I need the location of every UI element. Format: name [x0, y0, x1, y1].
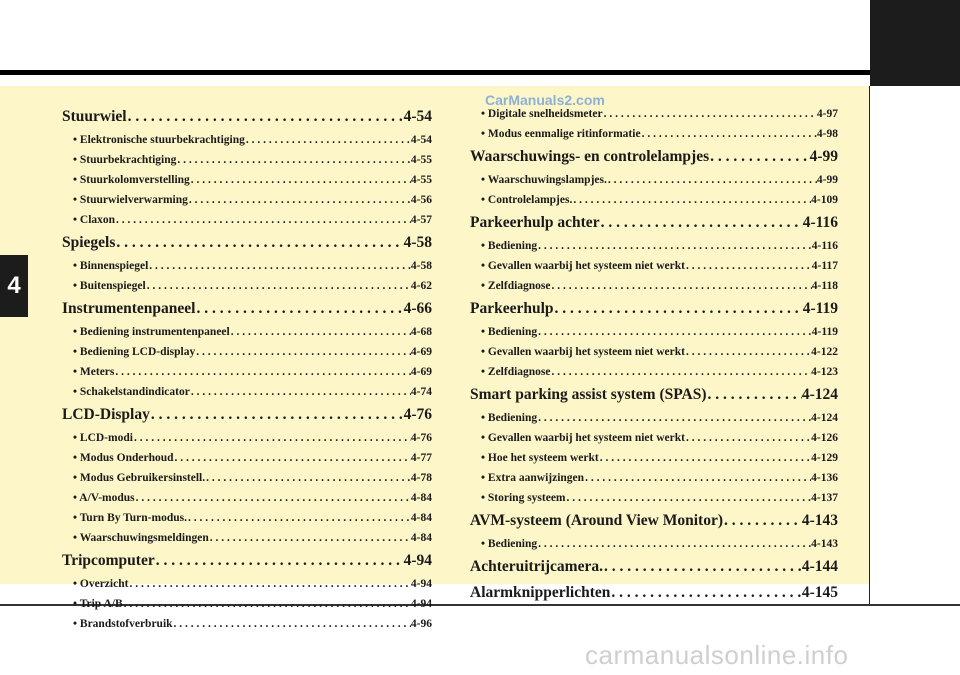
toc-page-number: 4-84 — [410, 512, 432, 524]
toc-page-number: 4-144 — [801, 558, 838, 575]
toc-dot-leader — [537, 408, 811, 428]
toc-entry-title: Spiegels — [62, 234, 116, 251]
toc-subsection-entry[interactable] — [62, 574, 432, 594]
toc-page-number: 4-99 — [809, 148, 838, 165]
toc-page-number: 4-99 — [816, 174, 838, 186]
toc-page-number: 4-58 — [410, 260, 432, 272]
side-rule — [869, 86, 870, 604]
toc-entry-title: • Gevallen waarbij het systeem niet werkt — [481, 346, 685, 358]
toc-entry-title: • Bediening instrumentenpaneel — [73, 326, 230, 338]
toc-entry-title: Alarmknipperlichten — [470, 584, 611, 601]
toc-subsection-entry[interactable] — [470, 408, 838, 428]
toc-left-column — [62, 104, 432, 634]
toc-page-number: 4-94 — [410, 578, 432, 590]
toc-section-entry[interactable] — [62, 104, 432, 130]
toc-dot-leader — [150, 402, 404, 428]
toc-entry-title: • Stuurwielverwarming — [73, 194, 188, 206]
toc-dot-leader — [551, 276, 812, 296]
toc-page-number: 4-126 — [811, 432, 838, 444]
toc-dot-leader — [641, 124, 817, 144]
toc-entry-title: • Digitale snelheidsmeter — [481, 108, 603, 120]
toc-entry-title: • Turn By Turn-modus. — [73, 512, 187, 524]
toc-section-entry[interactable] — [62, 402, 432, 428]
toc-entry-title: • Stuurbekrachtiging — [73, 154, 177, 166]
toc-dot-leader — [603, 554, 802, 580]
toc-entry-title: • Gevallen waarbij het systeem niet werkt — [481, 432, 685, 444]
toc-page-number: 4-136 — [811, 472, 838, 484]
toc-entry-title: • LCD-modi — [73, 432, 133, 444]
toc-section-entry[interactable] — [470, 144, 838, 170]
toc-entry-title: Parkeerhulp achter — [470, 214, 600, 231]
toc-page-number: 4-119 — [802, 300, 838, 317]
toc-subsection-entry[interactable] — [470, 534, 838, 554]
toc-subsection-entry[interactable] — [470, 342, 838, 362]
toc-page-number: 4-117 — [811, 260, 838, 272]
toc-page-number: 4-62 — [410, 280, 432, 292]
toc-page-number: 4-69 — [410, 346, 432, 358]
toc-subsection-entry[interactable] — [62, 468, 432, 488]
toc-page-number: 4-124 — [801, 386, 838, 403]
toc-page-number: 4-68 — [410, 326, 432, 338]
toc-dot-leader — [187, 508, 411, 528]
toc-entry-title: • Elektronische stuurbekrachtiging — [73, 134, 245, 146]
toc-page-number: 4-145 — [801, 584, 838, 601]
toc-dot-leader — [176, 150, 411, 170]
toc-entry-title: • Schakelstandindicator — [73, 386, 190, 398]
toc-entry-title: Waarschuwings- en controlelampjes — [470, 148, 710, 165]
toc-entry-title: Achteruitrijcamera. — [470, 558, 603, 575]
toc-subsection-entry[interactable] — [470, 124, 838, 144]
toc-page-number: 4-58 — [403, 234, 432, 251]
toc-page-number: 4-124 — [811, 412, 838, 424]
toc-page-number: 4-54 — [403, 108, 432, 125]
toc-entry-title: • Binnenspiegel — [73, 260, 149, 272]
toc-dot-leader — [148, 256, 411, 276]
toc-dot-leader — [195, 342, 411, 362]
toc-section-entry[interactable] — [470, 554, 838, 580]
toc-subsection-entry[interactable] — [62, 528, 432, 548]
toc-page-number: 4-74 — [410, 386, 432, 398]
toc-entry-title: LCD-Display — [62, 406, 150, 423]
toc-page-number: 4-96 — [410, 618, 432, 630]
toc-section-entry[interactable] — [470, 508, 838, 534]
toc-page-number: 4-109 — [811, 194, 838, 206]
toc-page-number: 4-84 — [410, 492, 432, 504]
toc-subsection-entry[interactable] — [470, 236, 838, 256]
toc-dot-leader — [685, 256, 812, 276]
toc-subsection-entry[interactable] — [470, 468, 838, 488]
toc-page-number: 4-97 — [816, 108, 838, 120]
toc-dot-leader — [566, 488, 812, 508]
toc-subsection-entry[interactable] — [62, 594, 432, 614]
toc-dot-leader — [599, 448, 811, 468]
toc-page-number: 4-137 — [811, 492, 838, 504]
toc-subsection-entry[interactable] — [470, 448, 838, 468]
toc-page-number: 4-76 — [410, 432, 432, 444]
toc-dot-leader — [584, 468, 811, 488]
corner-tab-block — [870, 0, 960, 86]
toc-entry-title: • Zelfdiagnose — [481, 280, 551, 292]
toc-entry-title: • Controlelampjes. — [481, 194, 573, 206]
toc-subsection-entry[interactable] — [470, 104, 838, 124]
toc-section-entry[interactable] — [62, 296, 432, 322]
toc-dot-leader — [128, 574, 410, 594]
toc-subsection-entry[interactable] — [470, 488, 838, 508]
watermark-top: CarManuals2.com — [485, 92, 605, 108]
toc-entry-title: • A/V-modus — [73, 492, 135, 504]
toc-entry-title: Smart parking assist system (SPAS) — [470, 386, 707, 403]
toc-entry-title: • Meters — [73, 366, 115, 378]
toc-entry-title: • Overzicht — [73, 578, 129, 590]
toc-page-number: 4-143 — [811, 538, 838, 550]
toc-entry-title: • Waarschuwingslampjes. — [481, 174, 607, 186]
toc-subsection-entry[interactable] — [470, 170, 838, 190]
toc-dot-leader — [127, 104, 404, 130]
toc-entry-title: • Gevallen waarbij het systeem niet werkt — [481, 260, 685, 272]
toc-dot-leader — [554, 296, 803, 322]
toc-entry-title: • Bediening LCD-display — [73, 346, 196, 358]
chapter-tab[interactable]: 4 — [0, 255, 28, 317]
toc-entry-title: • Buitenspiegel — [73, 280, 146, 292]
toc-right-column — [470, 104, 838, 606]
toc-dot-leader — [190, 382, 411, 402]
toc-dot-leader — [685, 342, 811, 362]
toc-page-number: 4-55 — [410, 174, 432, 186]
toc-entry-title: Stuurwiel — [62, 108, 127, 125]
toc-section-entry[interactable] — [470, 580, 838, 606]
toc-entry-title: • Stuurkolomverstelling — [73, 174, 190, 186]
toc-dot-leader — [685, 428, 811, 448]
toc-subsection-entry[interactable] — [470, 190, 838, 210]
toc-dot-leader — [190, 170, 411, 190]
toc-dot-leader — [709, 144, 809, 170]
toc-page-number: 4-84 — [410, 532, 432, 544]
toc-subsection-entry[interactable] — [62, 342, 432, 362]
toc-entry-title: • Modus eenmalige ritinformatie — [481, 128, 641, 140]
toc-page-number: 4-116 — [802, 214, 838, 231]
toc-entry-title: Instrumentenpaneel — [62, 300, 196, 317]
toc-entry-title: • Modus Gebruikersinstell. — [73, 472, 206, 484]
toc-entry-title: • Zelfdiagnose — [481, 366, 551, 378]
toc-subsection-entry[interactable] — [62, 150, 432, 170]
toc-subsection-entry[interactable] — [62, 190, 432, 210]
toc-dot-leader — [607, 170, 817, 190]
toc-dot-leader — [537, 236, 812, 256]
toc-entry-title: Tripcomputer — [62, 552, 155, 569]
watermark-bottom: carmanualsonline.info — [585, 640, 849, 670]
toc-entry-title: • Brandstofverbruik — [73, 618, 173, 630]
toc-dot-leader — [173, 614, 411, 634]
toc-entry-title: • Bediening — [481, 538, 538, 550]
toc-page-number: 4-78 — [410, 472, 432, 484]
toc-entry-title: • Bediening — [481, 240, 538, 252]
toc-entry-title: AVM-systeem (Around View Monitor) — [470, 512, 723, 529]
toc-page-number: 4-69 — [410, 366, 432, 378]
toc-subsection-entry[interactable] — [62, 508, 432, 528]
toc-dot-leader — [205, 468, 411, 488]
toc-dot-leader — [123, 594, 411, 614]
toc-dot-leader — [600, 210, 803, 236]
toc-entry-title: Parkeerhulp — [470, 300, 554, 317]
toc-subsection-entry[interactable] — [470, 322, 838, 342]
toc-page-number: 4-54 — [410, 134, 432, 146]
toc-page-number: 4-57 — [410, 214, 432, 226]
toc-dot-leader — [115, 210, 411, 230]
top-rule — [0, 70, 870, 75]
toc-page-number: 4-77 — [410, 452, 432, 464]
toc-subsection-entry[interactable] — [62, 488, 432, 508]
toc-dot-leader — [146, 276, 411, 296]
toc-dot-leader — [707, 382, 802, 408]
toc-dot-leader — [195, 296, 403, 322]
toc-subsection-entry[interactable] — [62, 322, 432, 342]
toc-page-number: 4-116 — [811, 240, 838, 252]
toc-section-entry[interactable] — [62, 230, 432, 256]
toc-subsection-entry[interactable] — [62, 130, 432, 150]
toc-entry-title: • Claxon — [73, 214, 116, 226]
toc-subsection-entry[interactable] — [62, 362, 432, 382]
toc-page-number: 4-94 — [410, 598, 432, 610]
toc-entry-title: • Storing systeem — [481, 492, 566, 504]
toc-dot-leader — [551, 362, 812, 382]
toc-dot-leader — [610, 580, 801, 606]
toc-page-number: 4-94 — [403, 552, 432, 569]
toc-subsection-entry[interactable] — [62, 170, 432, 190]
toc-subsection-entry[interactable] — [62, 428, 432, 448]
toc-section-entry[interactable] — [470, 210, 838, 236]
toc-dot-leader — [133, 428, 411, 448]
toc-dot-leader — [537, 534, 811, 554]
toc-entry-title: • Waarschuwingsmeldingen — [73, 532, 209, 544]
toc-page-number: 4-143 — [801, 512, 838, 529]
toc-entry-title: • Trip A/B — [73, 598, 123, 610]
toc-dot-leader — [114, 362, 411, 382]
toc-dot-leader — [174, 448, 411, 468]
toc-dot-leader — [537, 322, 812, 342]
toc-page-number: 4-123 — [811, 366, 838, 378]
toc-dot-leader — [209, 528, 411, 548]
toc-dot-leader — [603, 104, 817, 124]
toc-dot-leader — [572, 190, 811, 210]
toc-subsection-entry[interactable] — [62, 210, 432, 230]
toc-dot-leader — [188, 190, 411, 210]
toc-subsection-entry[interactable] — [62, 382, 432, 402]
toc-page-number: 4-76 — [403, 406, 432, 423]
toc-dot-leader — [155, 548, 404, 574]
toc-section-entry[interactable] — [470, 296, 838, 322]
toc-subsection-entry[interactable] — [62, 614, 432, 634]
toc-subsection-entry[interactable] — [62, 276, 432, 296]
toc-entry-title: • Modus Onderhoud — [73, 452, 174, 464]
toc-section-entry[interactable] — [470, 382, 838, 408]
toc-subsection-entry[interactable] — [62, 256, 432, 276]
toc-page-number: 4-118 — [811, 280, 838, 292]
toc-dot-leader — [115, 230, 403, 256]
toc-page-number: 4-56 — [410, 194, 432, 206]
toc-page-number: 4-98 — [816, 128, 838, 140]
toc-section-entry[interactable] — [62, 548, 432, 574]
toc-entry-title: • Hoe het systeem werkt — [481, 452, 599, 464]
toc-page-number: 4-129 — [811, 452, 838, 464]
toc-entry-title: • Bediening — [481, 412, 538, 424]
toc-entry-title: • Bediening — [481, 326, 538, 338]
toc-page-number: 4-66 — [403, 300, 432, 317]
toc-subsection-entry[interactable] — [470, 362, 838, 382]
toc-dot-leader — [245, 130, 411, 150]
toc-subsection-entry[interactable] — [470, 276, 838, 296]
toc-subsection-entry[interactable] — [470, 256, 838, 276]
toc-page-number: 4-119 — [811, 326, 838, 338]
toc-dot-leader — [135, 488, 411, 508]
toc-page-number: 4-55 — [410, 154, 432, 166]
toc-entry-title: • Extra aanwijzingen — [481, 472, 585, 484]
toc-subsection-entry[interactable] — [470, 428, 838, 448]
toc-page-number: 4-122 — [811, 346, 838, 358]
toc-dot-leader — [723, 508, 802, 534]
toc-dot-leader — [230, 322, 411, 342]
toc-subsection-entry[interactable] — [62, 448, 432, 468]
